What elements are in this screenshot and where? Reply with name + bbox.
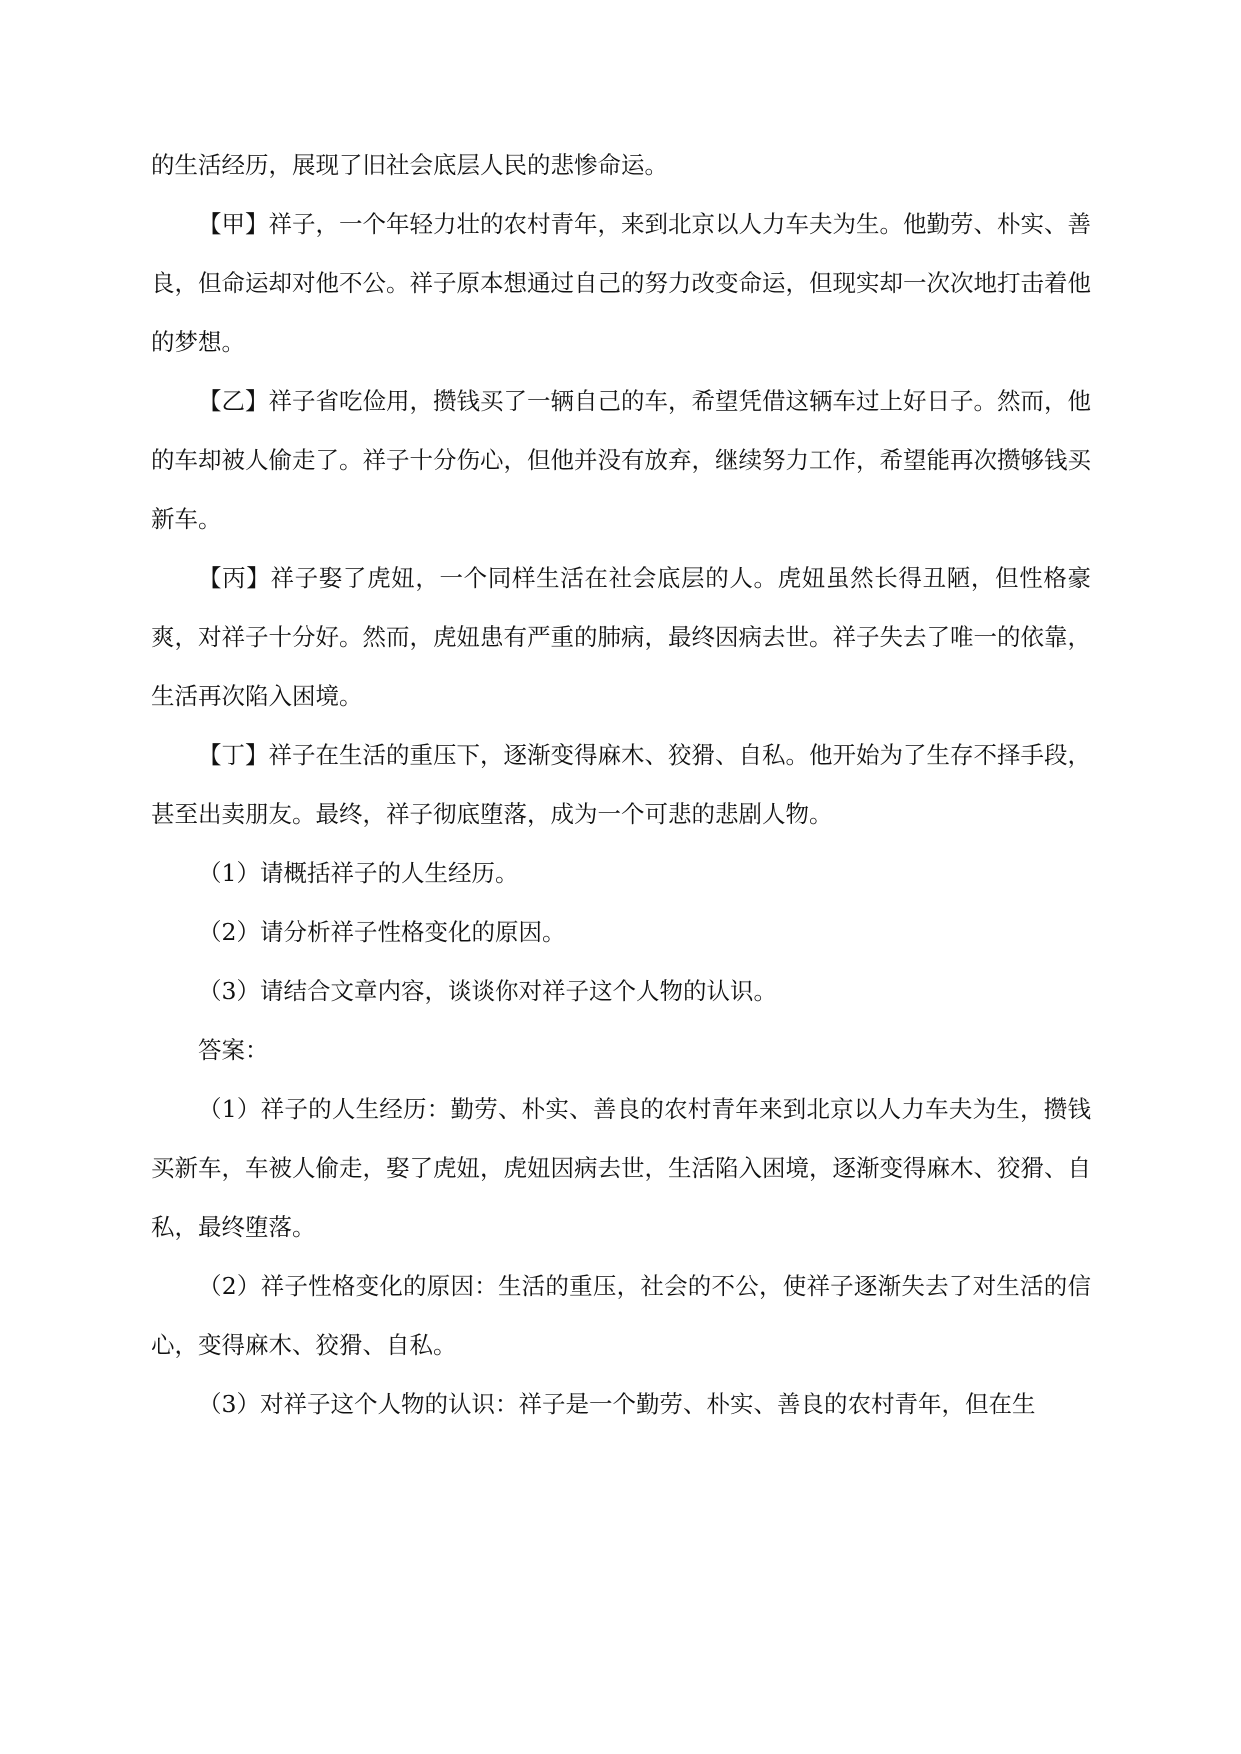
paragraph-section-ding: 【丁】祥子在生活的重压下，逐渐变得麻木、狡猾、自私。他开始为了生存不择手段，甚至出卖朋友。最终，祥子彻底堕落，成为一个可悲的悲剧人物。 [151,741,1091,828]
paragraph-section-yi: 【乙】祥子省吃俭用，攒钱买了一辆自己的车，希望凭借这辆车过上好日子。然而，他的车却被人偷走了。祥子十分伤心，但他并没有放弃，继续努力工作，希望能再次攒够钱买新车。 [151,387,1091,533]
paragraph-section-jia: 【甲】祥子，一个年轻力壮的农村青年，来到北京以人力车夫为生。他勤劳、朴实、善良，但命运却对他不公。祥子原本想通过自己的努力改变命运，但现实却一次次地打击着他的梦想。 [151,210,1091,356]
answer-1: （1）祥子的人生经历：勤劳、朴实、善良的农村青年来到北京以人力车夫为生，攒钱买新车，车被人偷走，娶了虎妞，虎妞因病去世，生活陷入困境，逐渐变得麻木、狡猾、自私，最终堕落。 [151,1095,1091,1241]
question-3: （3）请结合文章内容，谈谈你对祥子这个人物的认识。 [198,977,777,1005]
paragraph-section-bing: 【丙】祥子娶了虎妞，一个同样生活在社会底层的人。虎妞虽然长得丑陋，但性格豪爽，对祥子十分好。然而，虎妞患有严重的肺病，最终因病去世。祥子失去了唯一的依靠，生活再次陷入困境。 [151,564,1091,710]
question-1: （1）请概括祥子的人生经历。 [198,859,519,887]
question-2: （2）请分析祥子性格变化的原因。 [198,918,566,946]
answer-heading: 答案： [198,1036,269,1064]
answer-2: （2）祥子性格变化的原因：生活的重压，社会的不公，使祥子逐渐失去了对生活的信心，变得麻木、狡猾、自私。 [151,1272,1091,1359]
answer-3: （3）对祥子这个人物的认识：祥子是一个勤劳、朴实、善良的农村青年，但在生 [198,1390,1036,1418]
paragraph-intro-continuation: 的生活经历，展现了旧社会底层人民的悲惨命运。 [151,151,668,179]
document-body [151,136,1091,1434]
